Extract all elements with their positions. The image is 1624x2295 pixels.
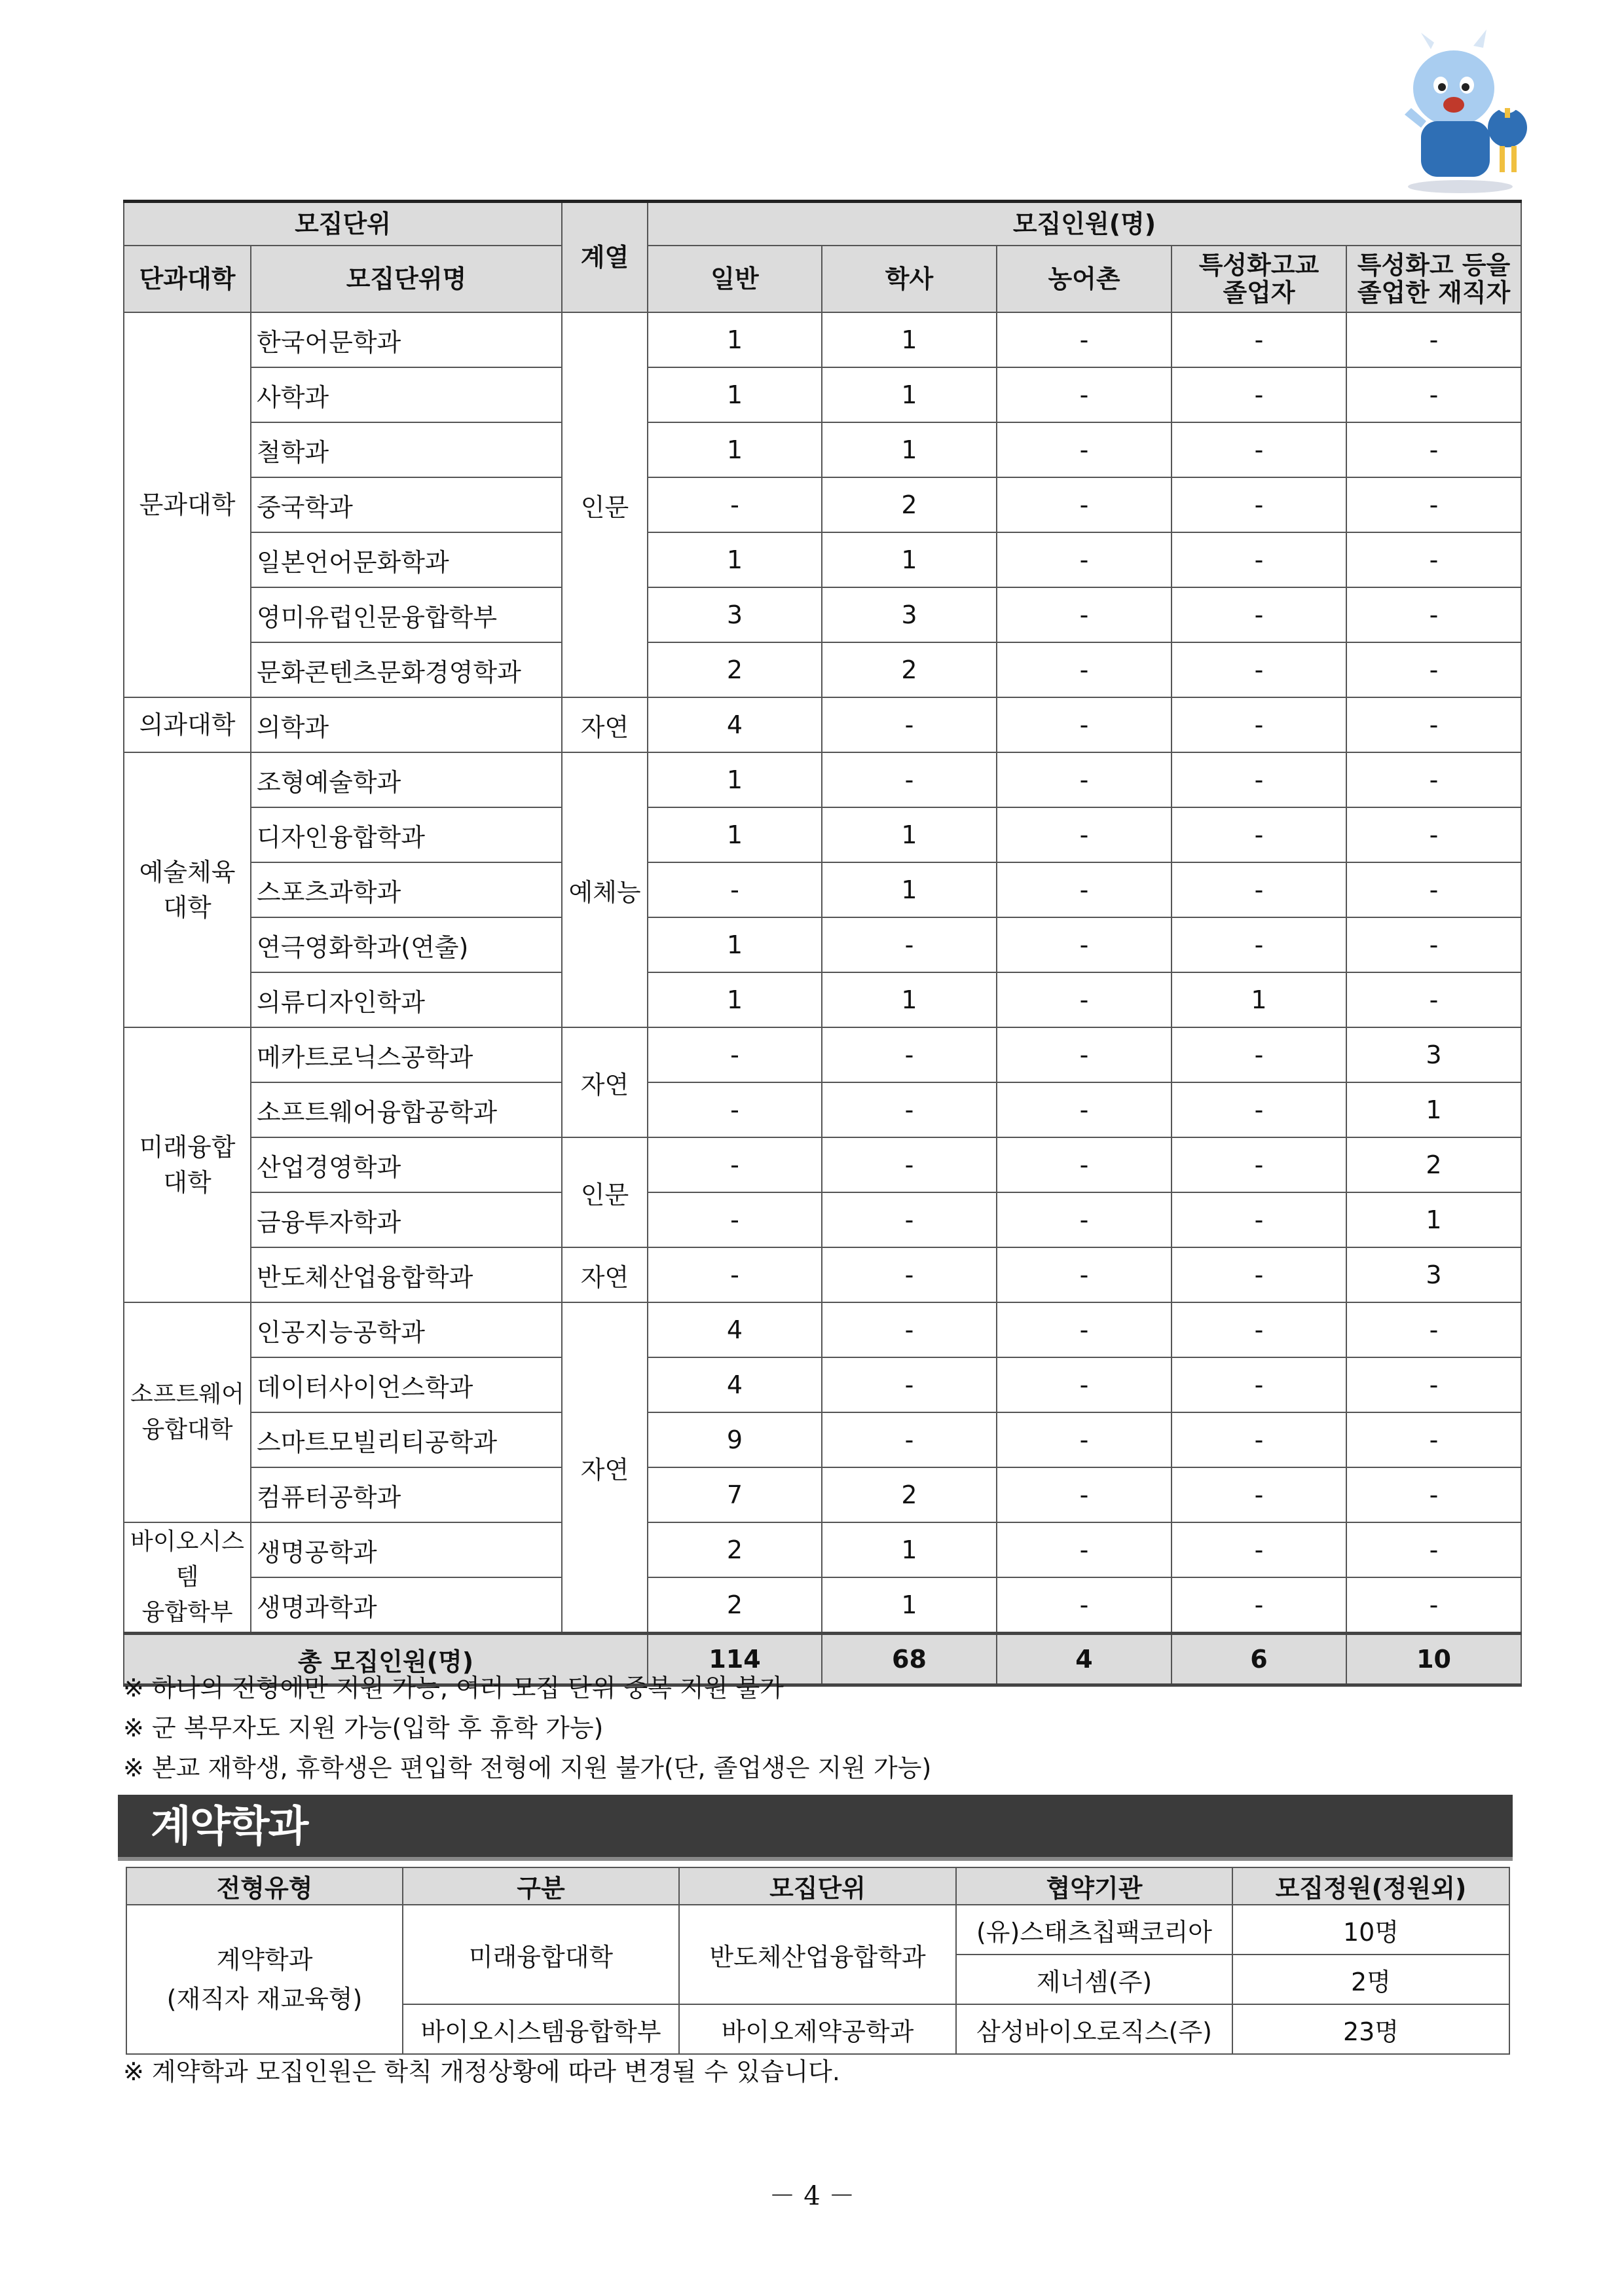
note-3: ※ 본교 재학생, 휴학생은 편입학 전형에 지원 불가(단, 졸업생은 지원 가능) [123,1753,932,1782]
dept-name: 한국어문학과 [251,312,562,367]
count-special-graduate: - [1172,312,1346,367]
contract-header-unit: 모집단위 [679,1867,956,1905]
count-bachelor: - [822,1247,997,1302]
count-special-worker: - [1346,807,1521,862]
contract-header-org: 협약기관 [956,1867,1232,1905]
total-general: 114 [648,1634,822,1685]
contract-count: 23명 [1232,2004,1509,2054]
count-general: 1 [648,422,822,477]
dept-name: 스포츠과학과 [251,862,562,917]
dept-name: 스마트모빌리티공학과 [251,1412,562,1467]
count-special-graduate: - [1172,1302,1346,1357]
table-row [124,587,1521,642]
table-row [124,1192,1521,1247]
table-row [124,1137,1521,1192]
count-bachelor: 1 [822,807,997,862]
table-row [124,752,1521,807]
table-row [124,1357,1521,1412]
table-row [124,917,1521,972]
table-row [124,422,1521,477]
count-rural: - [997,1302,1172,1357]
count-general: 7 [648,1467,822,1522]
count-bachelor: 1 [822,312,997,367]
table-row [126,1905,1509,1955]
count-bachelor: - [822,1357,997,1412]
count-bachelor: - [822,697,997,752]
dept-name: 반도체산업융합학과 [251,1247,562,1302]
count-rural: - [997,1357,1172,1412]
count-special-worker: 2 [1346,1137,1521,1192]
dept-name: 생명공학과 [251,1522,562,1577]
count-general: - [648,1137,822,1192]
dept-name: 중국학과 [251,477,562,532]
count-bachelor: - [822,1192,997,1247]
count-special-worker: 1 [1346,1192,1521,1247]
count-special-worker: - [1346,752,1521,807]
college-name: 의과대학 [124,697,251,752]
dept-name: 영미유럽인문융합학부 [251,587,562,642]
count-special-worker: - [1346,642,1521,697]
count-special-graduate: - [1172,1247,1346,1302]
count-special-worker: - [1346,312,1521,367]
count-bachelor: - [822,917,997,972]
contract-unit: 반도체산업융합학과 [679,1905,956,2004]
count-rural: - [997,1522,1172,1577]
count-special-worker: - [1346,532,1521,587]
affiliation: 예체능 [562,752,648,1027]
count-rural: - [997,1247,1172,1302]
affiliation: 자연 [562,1247,648,1302]
count-general: 4 [648,1302,822,1357]
count-rural: - [997,1467,1172,1522]
count-rural: - [997,697,1172,752]
count-special-worker: - [1346,917,1521,972]
count-general: 4 [648,697,822,752]
affiliation: 자연 [562,1027,648,1137]
contract-org: 제너셈(주) [956,1955,1232,2004]
total-rural: 4 [997,1634,1172,1685]
dept-name: 조형예술학과 [251,752,562,807]
count-special-graduate: - [1172,1467,1346,1522]
contract-unit: 바이오제약공학과 [679,2004,956,2054]
count-general: - [648,1247,822,1302]
header-college: 단과대학 [124,246,251,312]
contract-note: ※ 계약학과 모집인원은 학칙 개정상황에 따라 변경될 수 있습니다. [123,2057,840,2086]
count-bachelor: - [822,1412,997,1467]
mascot-illustration [1395,29,1532,196]
total-bachelor: 68 [822,1634,997,1685]
count-special-worker: 1 [1346,1082,1521,1137]
contract-type: 계약학과 (재직자 재교육형) [126,1905,403,2054]
count-bachelor: - [822,1082,997,1137]
contract-division: 미래융합대학 [403,1905,679,2004]
total-special-worker: 10 [1346,1634,1521,1685]
contract-table [126,1867,1510,2055]
affiliation: 자연 [562,697,648,752]
note-1: ※ 하나의 전형에만 지원 가능, 여러 모집 단위 중복 지원 불가 [123,1674,784,1702]
header-bachelor: 학사 [822,246,997,312]
dept-name: 인공지능공학과 [251,1302,562,1357]
count-general: 1 [648,917,822,972]
table-row [124,312,1521,367]
count-special-graduate: - [1172,1137,1346,1192]
count-rural: - [997,532,1172,587]
contract-header-type: 전형유형 [126,1867,403,1905]
count-special-graduate: - [1172,587,1346,642]
count-special-graduate: - [1172,1027,1346,1082]
count-special-graduate: - [1172,477,1346,532]
count-bachelor: - [822,1137,997,1192]
count-special-graduate: - [1172,367,1346,422]
dept-name: 사학과 [251,367,562,422]
dept-name: 연극영화학과(연출) [251,917,562,972]
contract-org: 삼성바이오로직스(주) [956,2004,1232,2054]
count-special-graduate: - [1172,697,1346,752]
count-special-worker: - [1346,1522,1521,1577]
dept-name: 생명과학과 [251,1577,562,1634]
count-bachelor: 1 [822,862,997,917]
count-special-worker: - [1346,1412,1521,1467]
count-bachelor: 3 [822,587,997,642]
total-special-graduate: 6 [1172,1634,1346,1685]
count-special-graduate: - [1172,1577,1346,1634]
count-rural: - [997,807,1172,862]
count-rural: - [997,1082,1172,1137]
count-rural: - [997,1137,1172,1192]
count-rural: - [997,587,1172,642]
dept-name: 데이터사이언스학과 [251,1357,562,1412]
count-special-graduate: - [1172,422,1346,477]
count-bachelor: - [822,752,997,807]
count-rural: - [997,1412,1172,1467]
notes [123,1668,931,1788]
dept-name: 의류디자인학과 [251,972,562,1027]
count-general: - [648,1082,822,1137]
header-special-worker: 특성화고 등을 졸업한 재직자 [1346,246,1521,312]
count-special-worker: - [1346,972,1521,1027]
table-row [124,367,1521,422]
table-row [124,1467,1521,1522]
count-rural: - [997,1192,1172,1247]
count-special-worker: - [1346,697,1521,752]
count-rural: - [997,972,1172,1027]
dept-name: 산업경영학과 [251,1137,562,1192]
count-general: - [648,1192,822,1247]
count-bachelor: - [822,1302,997,1357]
count-bachelor: 1 [822,367,997,422]
count-special-worker: - [1346,587,1521,642]
dept-name: 문화콘텐츠문화경영학과 [251,642,562,697]
table-row [124,1027,1521,1082]
count-bachelor: 2 [822,477,997,532]
count-special-graduate: - [1172,642,1346,697]
table-row [124,1302,1521,1357]
table-row [124,642,1521,697]
count-special-graduate: 1 [1172,972,1346,1027]
count-bachelor: 2 [822,1467,997,1522]
table-row [124,1522,1521,1577]
college-name: 예술체육 대학 [124,752,251,1027]
count-rural: - [997,477,1172,532]
college-name: 미래융합 대학 [124,1027,251,1302]
count-general: 4 [648,1357,822,1412]
count-general: 2 [648,1577,822,1634]
count-general: 1 [648,312,822,367]
count-special-worker: - [1346,477,1521,532]
total-label: 총 모집인원(명) [124,1634,648,1685]
dept-name: 금융투자학과 [251,1192,562,1247]
contract-count: 10명 [1232,1905,1509,1955]
contract-header-division: 구분 [403,1867,679,1905]
table-row [124,972,1521,1027]
table-row [124,1082,1521,1137]
count-special-worker: - [1346,422,1521,477]
table-row [124,697,1521,752]
header-recruit-unit: 모집단위 [124,202,562,246]
dept-name: 철학과 [251,422,562,477]
count-special-worker: - [1346,1577,1521,1634]
count-special-worker: 3 [1346,1027,1521,1082]
count-general: 2 [648,1522,822,1577]
dept-name: 컴퓨터공학과 [251,1467,562,1522]
table-row [124,862,1521,917]
college-name: 바이오시스템 융합학부 [124,1522,251,1634]
affiliation: 인문 [562,1137,648,1247]
dept-name: 소프트웨어융합공학과 [251,1082,562,1137]
page-number: － 4 － [769,2181,855,2211]
table-row [124,1247,1521,1302]
count-general: 1 [648,367,822,422]
count-general: - [648,477,822,532]
dept-name: 디자인융합학과 [251,807,562,862]
contract-count: 2명 [1232,1955,1509,2004]
count-rural: - [997,367,1172,422]
table-row [124,1412,1521,1467]
count-special-graduate: - [1172,807,1346,862]
count-rural: - [997,917,1172,972]
contract-division: 바이오시스템융합학부 [403,2004,679,2054]
header-affiliation: 계열 [562,202,648,313]
header-recruit-count: 모집인원(명) [648,202,1521,246]
count-general: 1 [648,752,822,807]
count-rural: - [997,1577,1172,1634]
contract-section-title: 계약학과 [151,1803,308,1851]
count-general: 1 [648,532,822,587]
affiliation: 인문 [562,312,648,697]
table-row [124,1577,1521,1634]
count-special-graduate: - [1172,917,1346,972]
count-special-worker: - [1346,1302,1521,1357]
count-general: 2 [648,642,822,697]
count-special-graduate: - [1172,752,1346,807]
count-bachelor: 1 [822,422,997,477]
count-general: 3 [648,587,822,642]
count-special-graduate: - [1172,1412,1346,1467]
count-special-worker: - [1346,1467,1521,1522]
count-rural: - [997,752,1172,807]
count-bachelor: 2 [822,642,997,697]
header-unit-name: 모집단위명 [251,246,562,312]
count-special-worker: - [1346,862,1521,917]
dept-name: 일본언어문화학과 [251,532,562,587]
header-general: 일반 [648,246,822,312]
count-rural: - [997,422,1172,477]
header-rural: 농어촌 [997,246,1172,312]
count-special-graduate: - [1172,1357,1346,1412]
count-rural: - [997,862,1172,917]
count-rural: - [997,642,1172,697]
affiliation: 자연 [562,1302,648,1634]
count-special-graduate: - [1172,1082,1346,1137]
count-general: - [648,862,822,917]
dept-name: 의학과 [251,697,562,752]
count-bachelor: 1 [822,1522,997,1577]
count-special-worker: - [1346,1357,1521,1412]
count-special-graduate: - [1172,1522,1346,1577]
count-special-graduate: - [1172,1192,1346,1247]
count-bachelor: 1 [822,1577,997,1634]
college-name: 문과대학 [124,312,251,697]
count-bachelor: - [822,1027,997,1082]
table-row [124,807,1521,862]
count-rural: - [997,1027,1172,1082]
count-bachelor: 1 [822,972,997,1027]
count-rural: - [997,312,1172,367]
count-general: 1 [648,807,822,862]
contract-section-banner [118,1795,1513,1861]
count-bachelor: 1 [822,532,997,587]
count-special-worker: 3 [1346,1247,1521,1302]
header-special-graduate: 특성화고교 졸업자 [1172,246,1346,312]
dept-name: 메카트로닉스공학과 [251,1027,562,1082]
count-special-graduate: - [1172,532,1346,587]
count-general: 9 [648,1412,822,1467]
table-row [124,477,1521,532]
contract-org: (유)스태츠칩팩코리아 [956,1905,1232,1955]
table-row [124,532,1521,587]
count-special-graduate: - [1172,862,1346,917]
count-special-worker: - [1346,367,1521,422]
note-2: ※ 군 복무자도 지원 가능(입학 후 휴학 가능) [123,1714,604,1742]
count-general: - [648,1027,822,1082]
admissions-table [123,200,1522,1687]
contract-header-count: 모집정원(정원외) [1232,1867,1509,1905]
count-general: 1 [648,972,822,1027]
college-name: 소프트웨어 융합대학 [124,1302,251,1522]
